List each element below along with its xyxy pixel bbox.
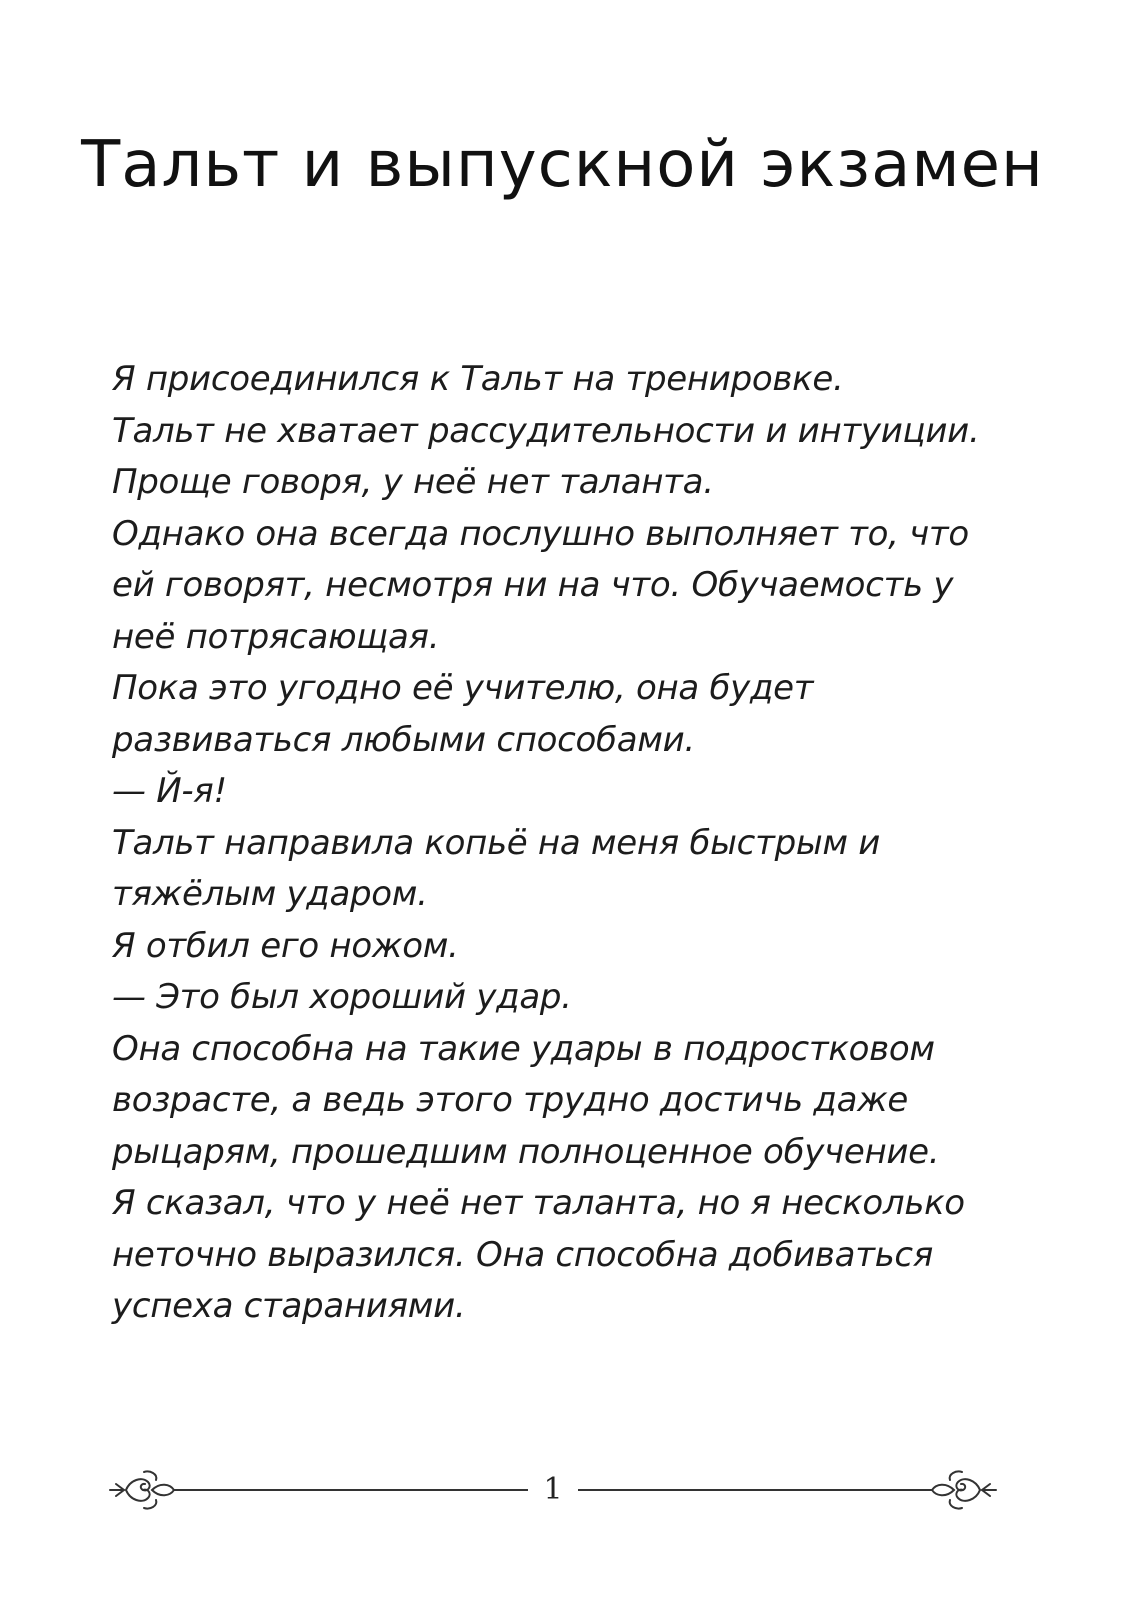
text-line: неё потрясающая. <box>112 616 440 657</box>
text-line: развиваться любыми способами. <box>112 719 695 760</box>
right-flourish-ornament-icon <box>926 1471 996 1508</box>
text-line: успеха стараниями. <box>112 1286 466 1326</box>
left-flourish-ornament-icon <box>110 1471 180 1508</box>
text-line: — Это был хороший удар. <box>112 977 572 1017</box>
text-line: тяжёлым ударом. <box>112 874 428 914</box>
text-line: Тальт направила копьё на меня быстрым и <box>112 822 881 863</box>
text-line: Я присоединился к Тальт на тренировке. <box>112 359 844 399</box>
chapter-body <box>112 354 1012 1333</box>
text-line: Я отбил его ножом. <box>112 925 459 966</box>
text-line: рыцарям, прошедшим полноценное обучение. <box>112 1131 940 1172</box>
text-line: неточно выразился. Она способна добиваться <box>112 1234 933 1275</box>
text-line: Я сказал, что у неё нет таланта, но я несколько <box>112 1183 965 1223</box>
text-line: Однако она всегда послушно выполняет то, что <box>112 513 969 554</box>
chapter-title: Тальт и выпускной экзамен <box>81 128 1044 202</box>
text-line: Проще говоря, у неё нет таланта. <box>112 462 714 502</box>
text-line: возрасте, а ведь этого трудно достичь даже <box>112 1080 909 1120</box>
text-line: — Й-я! <box>112 771 227 811</box>
text-line: ей говорят, несмотря ни на что. Обучаемость у <box>112 565 954 605</box>
text-line: Она способна на такие удары в подростковом <box>112 1028 935 1069</box>
page-footer <box>108 1462 998 1522</box>
text-line: Тальт не хватает рассудительности и интуиции. <box>112 410 980 451</box>
text-line: Пока это угодно её учителю, она будет <box>112 668 814 708</box>
page-number: 1 <box>528 1472 578 1508</box>
